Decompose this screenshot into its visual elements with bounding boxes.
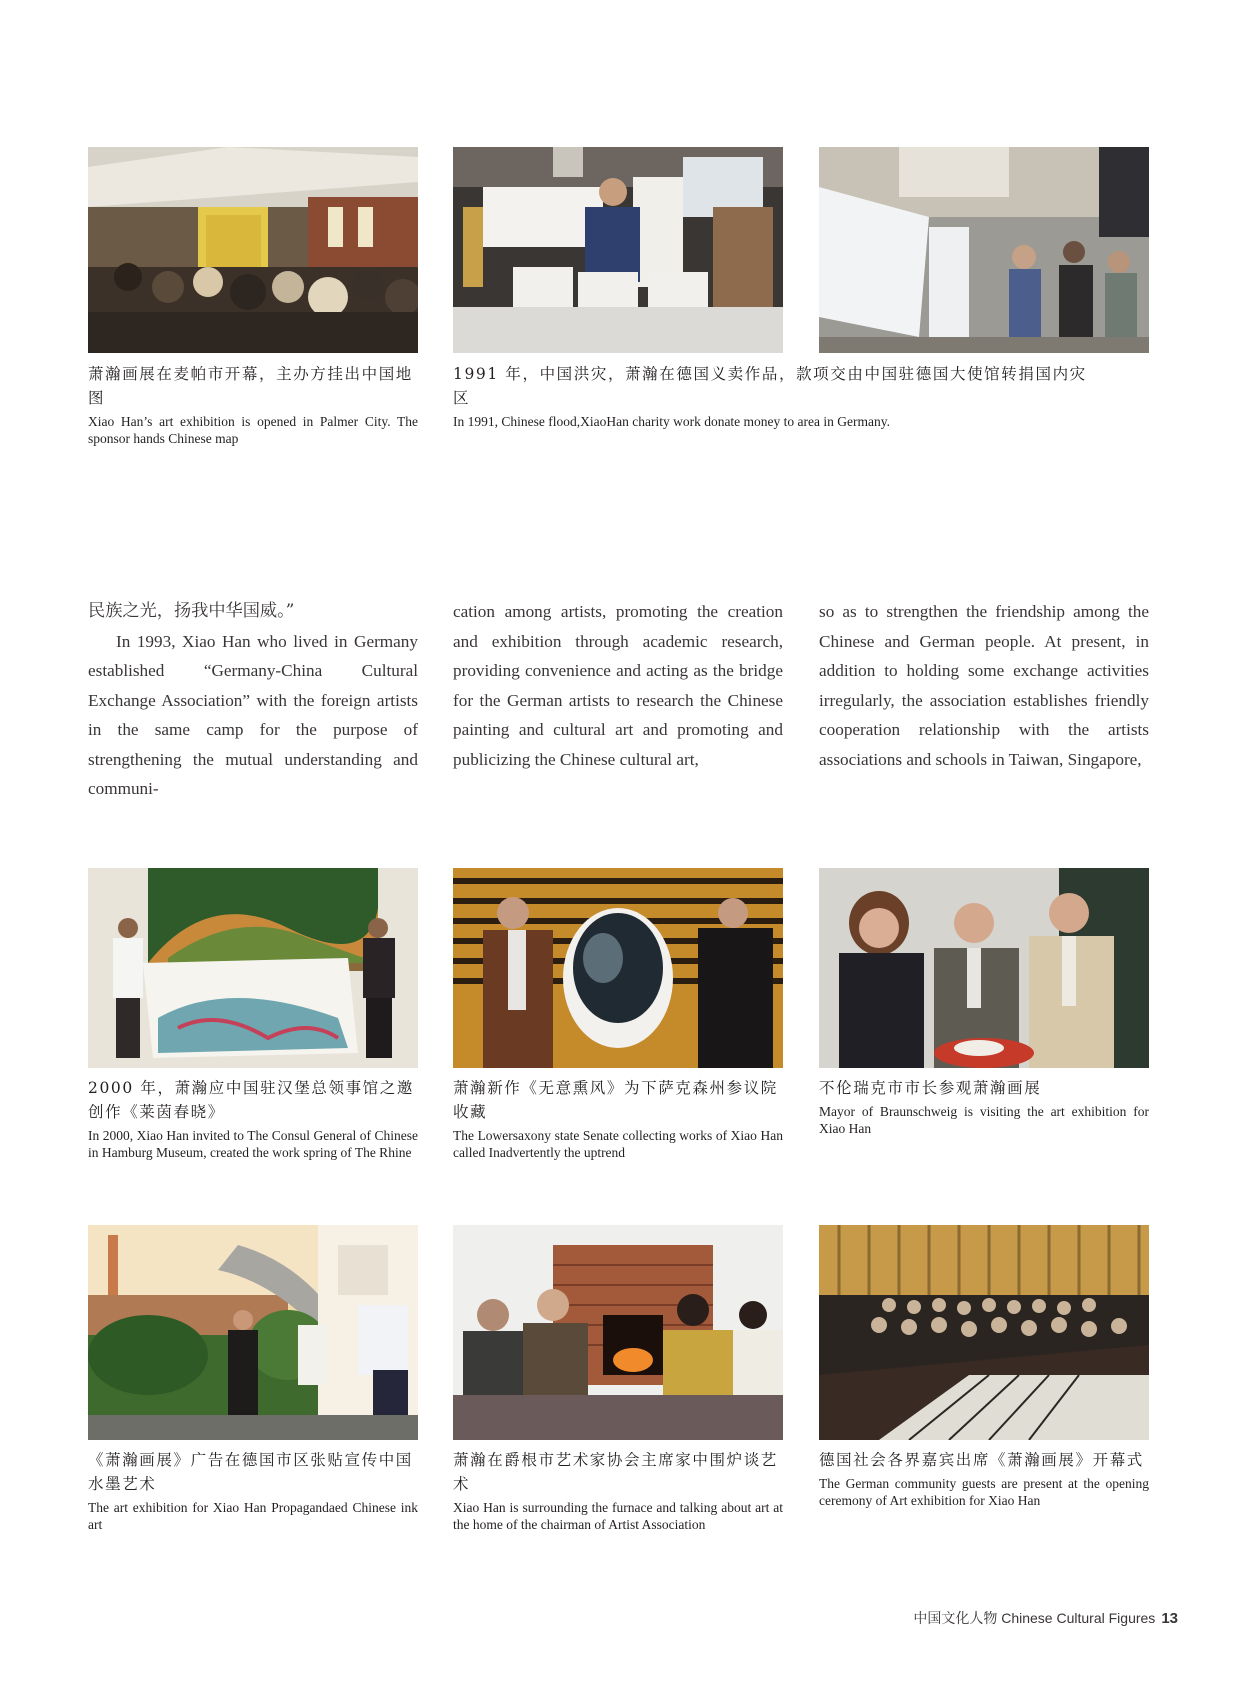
page-footer xyxy=(913,1608,1178,1628)
caption-en: The German community guests are present at the opening ceremony of Art exhibition for Xiao Han xyxy=(819,1476,1149,1508)
body-zh-line: 民族之光，扬我中华国威。” xyxy=(88,601,295,621)
caption-en: The Lowersaxony state Senate collecting works of Xiao Han called Inadvertently the uptrend xyxy=(453,1128,783,1160)
caption-zh: 德国社会各界嘉宾出席《萧瀚画展》开幕式 xyxy=(819,1451,1144,1469)
caption-exhibition-opening xyxy=(88,362,418,447)
body-paragraph: cation among artists, promoting the creation and exhibition through academic research, providing convenience and acting as the bridge for the German artists to research the Chinese painting and cultural art and promoting and publicizing the Chinese cultural art, xyxy=(453,602,783,769)
caption-rhine-painting xyxy=(88,1076,418,1161)
body-paragraph: In 1993, Xiao Han who lived in Germany established “Germany-China Cultural Exchange Association” with the foreign artists in the same camp for the purpose of strengthening the mutual understanding and communi- xyxy=(88,631,418,798)
page-number: 13 xyxy=(1161,1610,1178,1627)
caption-poster-ad xyxy=(88,1448,418,1533)
caption-en: In 2000, Xiao Han invited to The Consul General of Chinese in Hamburg Museum, created the work spring of The Rhine xyxy=(88,1128,418,1160)
caption-en: Xiao Han’s art exhibition is opened in Palmer City. The sponsor hands Chinese map xyxy=(88,414,418,446)
footer-label: 中国文化人物 Chinese Cultural Figures xyxy=(913,1610,1156,1626)
photo-rhine-painting xyxy=(88,868,418,1068)
body-column-1 xyxy=(88,597,418,804)
photo-opening-ceremony xyxy=(819,1225,1149,1440)
caption-en: Xiao Han is surrounding the furnace and talking about art at the home of the chairman of Artist Association xyxy=(453,1500,783,1532)
caption-senate-collection xyxy=(453,1076,783,1161)
caption-charity-sale xyxy=(453,362,1093,431)
caption-fireside-talk xyxy=(453,1448,783,1533)
caption-zh: 不伦瑞克市市长参观萧瀚画展 xyxy=(819,1079,1042,1097)
caption-zh: 萧瀚新作《无意熏风》为下萨克森州参议院收藏 xyxy=(453,1079,778,1121)
caption-en: The art exhibition for Xiao Han Propagandaed Chinese ink art xyxy=(88,1500,418,1532)
photo-fireside-talk xyxy=(453,1225,783,1440)
body-column-3 xyxy=(819,597,1149,774)
caption-zh: 2000 年，萧瀚应中国驻汉堡总领事馆之邀创作《莱茵春晓》 xyxy=(88,1079,414,1121)
body-column-2 xyxy=(453,597,783,774)
photo-exhibition-opening xyxy=(88,147,418,353)
body-paragraph: so as to strengthen the friendship among the Chinese and German people. At present, in addition to holding some exchange activities irregularly, the association establishes friendly cooperation relationship with the artists associations and schools in Taiwan, Singapore, xyxy=(819,602,1149,769)
caption-en: Mayor of Braunschweig is visiting the art exhibition for Xiao Han xyxy=(819,1104,1149,1136)
photo-charity-sale xyxy=(453,147,783,353)
caption-en: In 1991, Chinese flood,XiaoHan charity work donate money to area in Germany. xyxy=(453,414,890,429)
caption-opening-ceremony xyxy=(819,1448,1149,1509)
caption-zh: 萧瀚在爵根市艺术家协会主席家中围炉谈艺术 xyxy=(453,1451,778,1493)
caption-mayor-visit xyxy=(819,1076,1149,1137)
caption-zh: 1991 年，中国洪灾，萧瀚在德国义卖作品，款项交由中国驻德国大使馆转捐国内灾区 xyxy=(453,365,1087,407)
caption-zh: 《萧瀚画展》广告在德国市区张贴宣传中国水墨艺术 xyxy=(88,1451,413,1493)
photo-senate-collection xyxy=(453,868,783,1068)
photo-poster-ad xyxy=(88,1225,418,1440)
caption-zh: 萧瀚画展在麦帕市开幕，主办方挂出中国地图 xyxy=(88,365,413,407)
photo-street-exhibition xyxy=(819,147,1149,353)
photo-mayor-visit xyxy=(819,868,1149,1068)
